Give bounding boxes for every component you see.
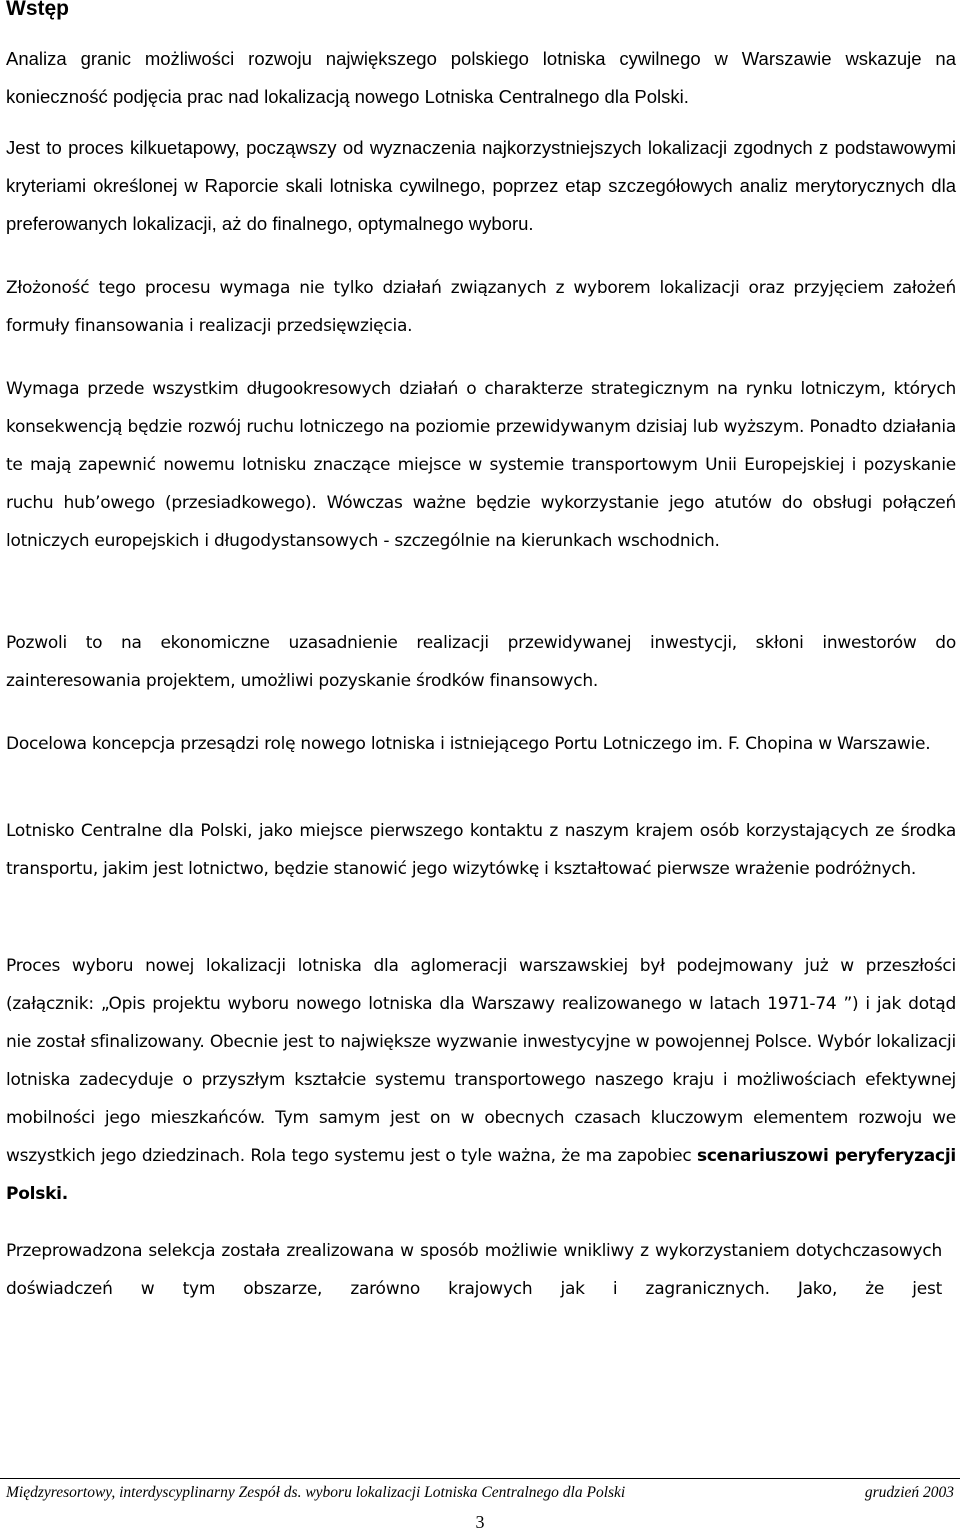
paragraph-5: Pozwoli to na ekonomiczne uzasadnienie realizacji przewidywanej inwestycji, skłoni inwestorów do zainteresowania projektem, umożliwi pozyskanie środków finansowych. — [6, 633, 956, 691]
paragraph-1: Analiza granic możliwości rozwoju największego polskiego lotniska cywilnego w Warszawie wskazuje na konieczność podjęcia prac nad lokalizacją nowego Lotniska Centralnego dla Polski. — [6, 48, 956, 107]
footer-team-name: Międzyresortowy, interdyscyplinarny Zespół ds. wyboru lokalizacji Lotniska Centralnego dla Polski — [6, 1484, 626, 1501]
footer-date: grudzień 2003 — [864, 1484, 954, 1501]
section-heading: Wstęp — [6, 0, 69, 20]
paragraph-8 — [6, 947, 956, 1213]
footer-divider — [0, 1478, 960, 1479]
paragraph-6: Docelowa koncepcja przesądzi rolę nowego lotniska i istniejącego Portu Lotniczego im. F. Chopina w Warszawie. — [6, 734, 931, 754]
page-number: 3 — [475, 1512, 485, 1532]
paragraph-8-text: Proces wyboru nowej lokalizacji lotniska dla aglomeracji warszawskiej był podejmowany już w przeszłości (załącznik: „Opis projektu wyboru nowego lotniska dla Warszawy realizowanego w latach 1971-74 ”) i jak dotąd nie został sfinalizowany. Obecnie jest to największe wyzwanie inwestycyjne w powojennej Polsce. Wybór lokalizacji lotniska zadecyduje o przyszłym kształcie systemu transportowego naszego kraju i możliwościach efektywnej mobilności jego mieszkańców. Tym samym jest on w obecnych czasach kluczowym elementem rozwoju we wszystkich jego dziedzinach. Rola tego systemu jest o tyle ważna, że ma zapobiec — [6, 956, 956, 1166]
paragraph-2: Jest to proces kilkuetapowy, począwszy od wyznaczenia najkorzystniejszych lokalizacji zgodnych z podstawowymi kryteriami określonej w Raporcie skali lotniska cywilnego, poprzez etap szczegółowych analiz merytorycznych dla preferowanych lokalizacji, aż do finalnego, optymalnego wyboru. — [6, 137, 956, 234]
paragraph-7: Lotnisko Centralne dla Polski, jako miejsce pierwszego kontaktu z naszym krajem osób korzystających ze środka transportu, jakim jest lotnictwo, będzie stanowić jego wizytówkę i kształtować pierwsze wrażenie podróżnych. — [6, 821, 956, 879]
paragraph-4: Wymaga przede wszystkim długookresowych działań o charakterze strategicznym na rynku lotniczym, których konsekwencją będzie rozwój ruchu lotniczego na poziomie przewidywanym dzisiaj lub wyższym. Ponadto działania te mają zapewnić nowemu lotnisku znaczące miejsce w systemie transportowym Unii Europejskiej i pozyskanie ruchu hub’owego (przesiadkowego). Wówczas ważne będzie wykorzystanie jego atutów do obsługi połączeń lotniczych europejskich i długodystansowych - szczególnie na kierunkach wschodnich. — [6, 379, 956, 551]
paragraph-3: Złożoność tego procesu wymaga nie tylko działań związanych z wyborem lokalizacji oraz przyjęciem założeń formuły finansowania i realizacji przedsięwzięcia. — [6, 278, 956, 336]
paragraph-8-emphasis: scenariuszowi peryferyzacji Polski. — [6, 1146, 956, 1204]
paragraph-9: Przeprowadzona selekcja została zrealizowana w sposób możliwie wnikliwy z wykorzystaniem dotychczasowych doświadczeń w tym obszarze, zarówno krajowych jak i zagranicznych. Jako, że jest — [6, 1241, 942, 1299]
